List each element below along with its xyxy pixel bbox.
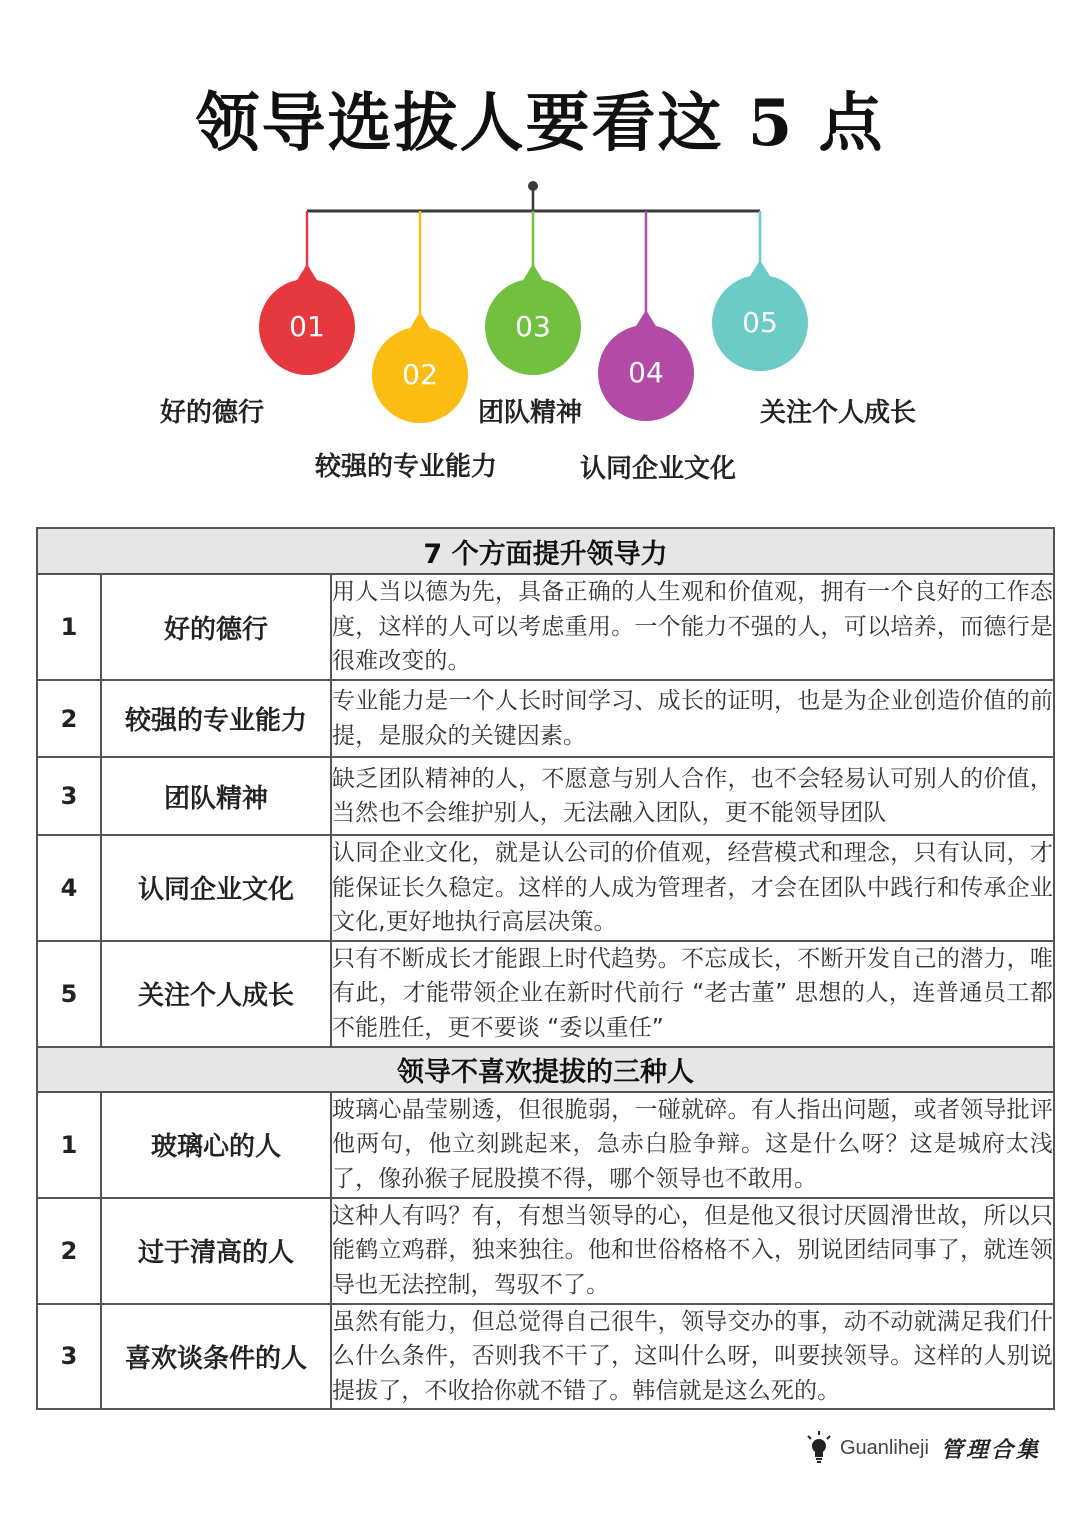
ball-number: 03 <box>515 310 551 343</box>
brand-name: 管理合集 <box>940 1436 1041 1463</box>
lightbulb-icon <box>806 1431 832 1465</box>
row-number: 5 <box>37 941 101 1047</box>
row-description: 缺乏团队精神的人，不愿意与别人合作，也不会轻易认可别人的价值，当然也不会维护别人，无法融入团队，更不能领导团队 <box>331 757 1054 835</box>
row-description: 玻璃心晶莹剔透，但很脆弱，一碰就碎。有人指出问题，或者领导批评他两句，他立刻跳起来，急赤白脸争辩。这是什么呀？这是城府太浅了，像孙猴子屁股摸不得，哪个领导也不敢用。 <box>331 1092 1054 1198</box>
ball-label: 较强的专业能力 <box>315 452 498 482</box>
row-name: 玻璃心的人 <box>101 1092 331 1198</box>
row-number: 2 <box>37 1198 101 1304</box>
table-row <box>37 1198 1054 1304</box>
row-name: 认同企业文化 <box>101 835 331 941</box>
row-description: 只有不断成长才能跟上时代趋势。不忘成长，不断开发自己的潜力，唯有此，才能带领企业在新时代前行 “老古董” 思想的人，连普通员工都不能胜任，更不要谈 “委以重任” <box>331 941 1054 1047</box>
table-row <box>37 757 1054 835</box>
row-name: 过于清高的人 <box>101 1198 331 1304</box>
row-description: 认同企业文化，就是认公司的价值观，经营模式和理念，只有认同，才能保证长久稳定。这样的人成为管理者，才会在团队中践行和传承企业文化,更好地执行高层决策。 <box>331 835 1054 941</box>
row-number: 3 <box>37 1304 101 1410</box>
table-row <box>37 1304 1054 1410</box>
brand-footer <box>806 1428 1041 1468</box>
table-row <box>37 1092 1054 1198</box>
ball-number: 05 <box>742 306 778 339</box>
row-number: 1 <box>37 1092 101 1198</box>
row-description: 虽然有能力，但总觉得自己很牛，领导交办的事，动不动就满足我们什么什么条件，否则我不干了，这叫什么呀，叫要挟领导。这样的人别说提拔了，不收拾你就不错了。韩信就是这么死的。 <box>331 1304 1054 1410</box>
ball-number: 02 <box>402 358 438 391</box>
row-description: 专业能力是一个人长时间学习、成长的证明，也是为企业创造价值的前提，是服众的关键因素。 <box>331 680 1054 757</box>
row-description: 用人当以德为先，具备正确的人生观和价值观，拥有一个良好的工作态度，这样的人可以考虑重用。一个能力不强的人，可以培养，而德行是很难改变的。 <box>331 574 1054 680</box>
section-header: 7 个方面提升领导力 <box>37 528 1054 574</box>
brand-latin: Guanliheji <box>840 1436 929 1459</box>
section-header: 领导不喜欢提拔的三种人 <box>37 1047 1054 1092</box>
ball-number: 04 <box>628 356 664 389</box>
table-row <box>37 574 1054 680</box>
table-row <box>37 835 1054 941</box>
row-number: 3 <box>37 757 101 835</box>
ball-label: 团队精神 <box>478 398 583 428</box>
ball-label: 认同企业文化 <box>580 454 737 484</box>
row-number: 4 <box>37 835 101 941</box>
row-name: 团队精神 <box>101 757 331 835</box>
page-title: 领导选拔人要看这 5 点 <box>195 86 885 161</box>
row-name: 关注个人成长 <box>101 941 331 1047</box>
row-number: 1 <box>37 574 101 680</box>
info-table <box>36 527 1055 1410</box>
row-name: 好的德行 <box>101 574 331 680</box>
row-number: 2 <box>37 680 101 757</box>
row-description: 这种人有吗？有，有想当领导的心，但是他又很讨厌圆滑世故，所以只能鹤立鸡群，独来独往。他和世俗格格不入，别说团结同事了，就连领导也无法控制，驾驭不了。 <box>331 1198 1054 1304</box>
ball-number: 01 <box>289 310 325 343</box>
ball-label: 关注个人成长 <box>760 398 917 428</box>
table-row <box>37 680 1054 757</box>
ball-label: 好的德行 <box>160 398 265 428</box>
row-name: 喜欢谈条件的人 <box>101 1304 331 1410</box>
row-name: 较强的专业能力 <box>101 680 331 757</box>
hanger-knot <box>528 181 538 191</box>
table-row <box>37 941 1054 1047</box>
hanging-diagram <box>0 0 1080 500</box>
